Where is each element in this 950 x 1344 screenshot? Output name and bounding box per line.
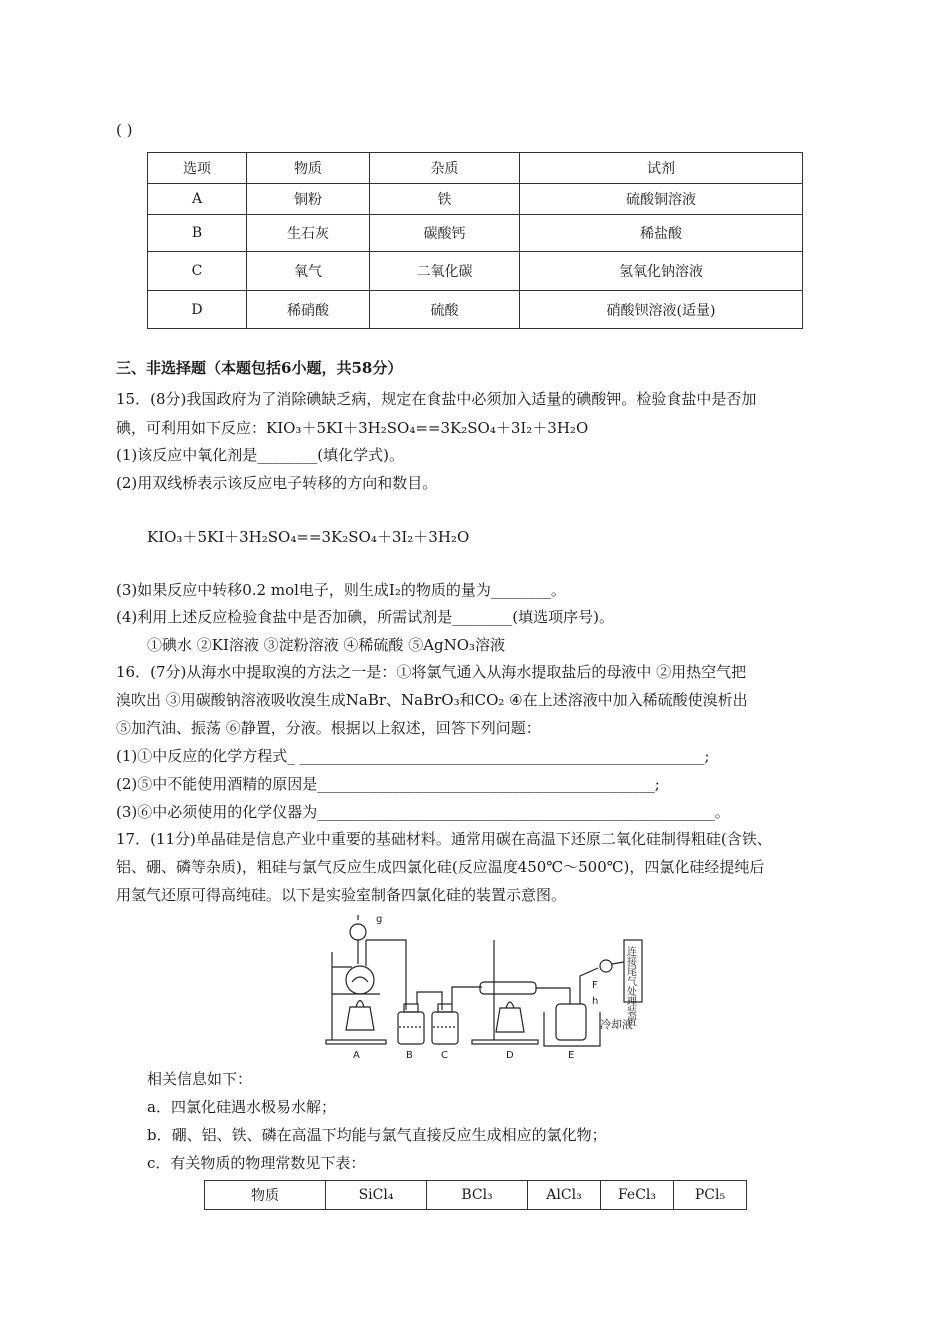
q17-line: 用氢气还原可得高纯硅。以下是实验室制备四氯化硅的装置示意图。 <box>116 886 567 904</box>
wash-bottle-c <box>432 1012 458 1044</box>
table-header-cell: SiCl₄ <box>326 1181 427 1210</box>
table-cell: 碳酸钙 <box>370 215 520 252</box>
dropping-funnel <box>350 924 366 940</box>
flask-solid <box>352 977 368 982</box>
q15-part: (4)利用上述反应检验食盐中是否加碘，所需试剂是________(填选项序号)。 <box>116 608 614 626</box>
table-row <box>148 291 803 329</box>
table-cell: 稀盐酸 <box>520 215 803 252</box>
table-cell: 铜粉 <box>247 184 370 215</box>
q16-line: 溴吹出 ③用碳酸钠溶液吸收溴生成NaBr、NaBrO₃和CO₂ ④在上述溶液中加入稀硫酸使溴析出 <box>116 691 748 709</box>
table-cell: 硫酸 <box>370 291 520 329</box>
exhaust-tube <box>612 962 624 964</box>
label-g: g <box>376 914 383 925</box>
label-d: D <box>506 1050 514 1061</box>
table-cell: C <box>148 252 247 291</box>
label-c: C <box>441 1050 448 1061</box>
q15-line: 15．(8分)我国政府为了消除碘缺乏病，规定在食盐中必须加入适量的碘酸钾。检验食盐中是否加 <box>116 390 757 408</box>
table-cell: 二氧化碳 <box>370 252 520 291</box>
q16-line: ⑤加汽油、振荡 ⑥静置，分液。根据以上叙述，回答下列问题： <box>116 719 541 737</box>
table-header-cell: 试剂 <box>520 153 803 184</box>
label-e: E <box>568 1050 575 1061</box>
drying-tube-f <box>600 960 612 972</box>
table-cell: 铁 <box>370 184 520 215</box>
table-header-cell: 杂质 <box>370 153 520 184</box>
physical-constants-table <box>204 1180 747 1210</box>
table-cell: 硫酸铜溶液 <box>520 184 803 215</box>
q15-equation: KIO₃＋5KI＋3H₂SO₄==3K₂SO₄＋3I₂＋3H₂O <box>147 528 470 546</box>
table-header-row <box>148 153 803 184</box>
table-header-cell: 选项 <box>148 153 247 184</box>
apparatus-diagram <box>322 912 644 1062</box>
table-header-cell: PCl₅ <box>674 1181 747 1210</box>
alcohol-lamp-d <box>496 1008 524 1032</box>
q16-line: 16．(7分)从海水中提取溴的方法之一是：①将氯气通入从海水提取盐后的母液中 ②用热空气把 <box>116 663 747 681</box>
stand-base <box>326 1040 386 1044</box>
flame-d <box>506 1002 514 1008</box>
info-item: c．有关物质的物理常数见下表： <box>147 1154 366 1172</box>
flame-a <box>356 1001 364 1008</box>
bottle-c-stopper <box>438 1004 452 1012</box>
table-header-cell: BCl₃ <box>427 1181 528 1210</box>
table-header-row <box>205 1181 747 1210</box>
info-item: a．四氯化硅遇水极易水解； <box>147 1098 336 1116</box>
q15-part: (3)如果反应中转移0.2 mol电子，则生成I₂的物质的量为________。 <box>116 581 566 599</box>
wash-bottle-b <box>398 1012 424 1044</box>
q15-part: (2)用双线桥表示该反应电子转移的方向和数目。 <box>116 474 438 492</box>
table-cell: D <box>148 291 247 329</box>
label-a: A <box>353 1050 360 1061</box>
table-cell: 生石灰 <box>247 215 370 252</box>
question-14-answer-bracket: ( ) <box>116 121 133 139</box>
q16-part: (1)①中反应的化学方程式_ ______________________________________________________; <box>116 747 710 765</box>
q15-line: 碘，可利用如下反应：KIO₃＋5KI＋3H₂SO₄==3K₂SO₄＋3I₂＋3H₂O <box>116 419 589 437</box>
round-bottom-flask <box>346 966 374 994</box>
stand-base-d <box>472 1040 538 1044</box>
label-f: F <box>592 980 598 991</box>
label-h: h <box>592 996 599 1007</box>
tube-c-to-d <box>452 987 482 1004</box>
label-b: B <box>406 1050 413 1061</box>
q16-part: (2)⑤中不能使用酒精的原因是_____________________________________________; <box>116 775 660 793</box>
purification-options-table <box>147 152 803 329</box>
table-row <box>148 184 803 215</box>
q15-options: ①碘水 ②KI溶液 ③淀粉溶液 ④稀硫酸 ⑤AgNO₃溶液 <box>147 636 506 654</box>
table-cell: A <box>148 184 247 215</box>
table-cell: 氧气 <box>247 252 370 291</box>
table-header-cell: FeCl₃ <box>601 1181 674 1210</box>
cooling-bath <box>544 1012 600 1046</box>
table-cell: B <box>148 215 247 252</box>
label-coolant: 冷却液 <box>600 1018 633 1031</box>
reaction-tube-d <box>480 982 536 994</box>
table-header-cell: 物质 <box>247 153 370 184</box>
q16-part: (3)⑥中必须使用的化学仪器为_____________________________________________________。 <box>116 803 730 821</box>
q17-line: 17．(11分)单晶硅是信息产业中重要的基础材料。通常用碳在高温下还原二氧化硅制得粗硅(含铁、 <box>116 830 772 848</box>
alcohol-lamp-a <box>346 1007 374 1030</box>
tube-a-to-b <box>366 940 406 1010</box>
label-tail-gas: 连接尾气处理装置 <box>624 946 636 1026</box>
table-cell: 硝酸钡溶液(适量) <box>520 291 803 329</box>
q15-part: (1)该反应中氧化剂是________(填化学式)。 <box>116 446 404 464</box>
collection-bottle-e <box>556 1004 586 1040</box>
info-title: 相关信息如下： <box>147 1070 253 1088</box>
table-row <box>148 252 803 291</box>
table-header-cell: AlCl₃ <box>528 1181 601 1210</box>
q17-line: 铝、硼、磷等杂质)，粗硅与氯气反应生成四氯化硅(反应温度450℃～500℃)，四氯化硅经提纯后 <box>116 858 765 876</box>
table-cell: 氢氧化钠溶液 <box>520 252 803 291</box>
info-item: b．硼、铝、铁、磷在高温下均能与氯气直接反应生成相应的氯化物； <box>147 1126 607 1144</box>
table-cell: 稀硝酸 <box>247 291 370 329</box>
table-row <box>148 215 803 252</box>
section-heading: 三、非选择题（本题包括6小题，共58分） <box>116 359 403 377</box>
table-header-cell: 物质 <box>205 1181 326 1210</box>
